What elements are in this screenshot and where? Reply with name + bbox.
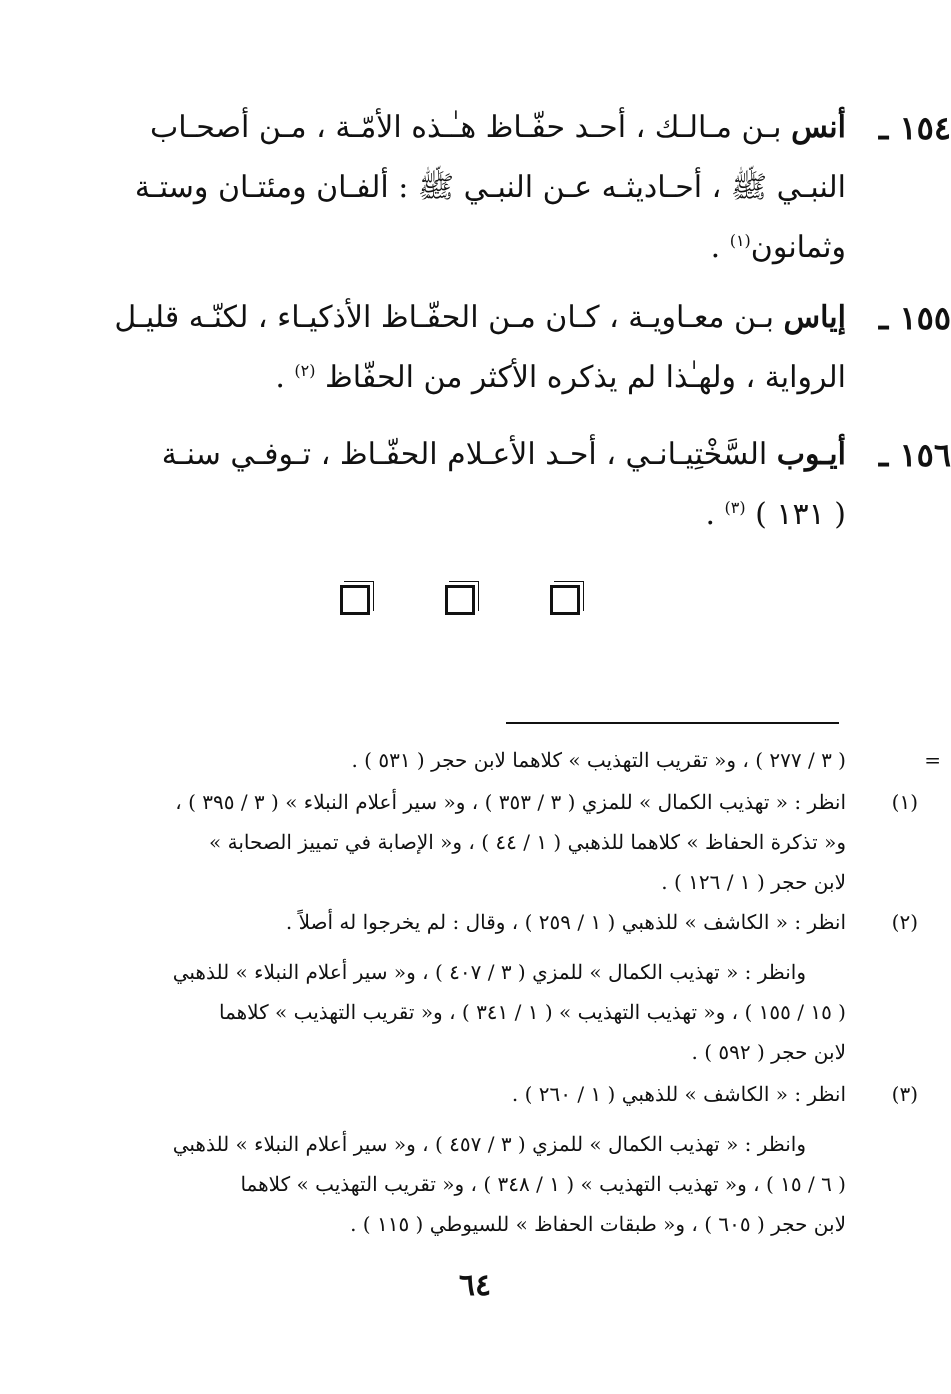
entry-text-line2: النبـي ﷺ ، أحـاديثـه عـن النبـي ﷺ : ألفـان ومئتـان وستـة (134, 170, 846, 205)
footnote-line: وانظر : « تهذيب الكمال » للمزي ( ٣ / ٤٠٧ ) ، و« سير أعلام النبلاء » للذهبي (172, 960, 806, 984)
entry-text-line3-words: وثمانون (750, 230, 846, 265)
footnote-2-para (95, 952, 846, 1072)
section-divider-ornaments (340, 585, 580, 619)
footnote-line: و« تذكرة الحفاظ » كلاهما للذهبي ( ١ / ٤٤ ) ، و« الإصابة في تمييز الصحابة » (209, 830, 846, 854)
footnote-continuation (95, 740, 941, 780)
footnote-line: لابن حجر ( ٥٩٢ ) . (691, 1040, 846, 1064)
entry-name: أيـوب (776, 437, 846, 472)
square-ornament-icon (340, 585, 370, 615)
entry-name: أنس (791, 110, 846, 145)
footnote-ref[interactable]: (٣) (724, 498, 746, 517)
footnote-2 (95, 902, 918, 942)
entry-text-line3 (80, 218, 846, 278)
entry-text-line1: السَّخْتِيـانـي ، أحـد الأعـلام الحفّـاظ ، تـوفـي سنـة (161, 437, 768, 472)
footnote-line: وانظر : « تهذيب الكمال » للمزي ( ٣ / ٤٥٧ ) ، و« سير أعلام النبلاء » للذهبي (172, 1132, 806, 1156)
page-number: ٦٤ (458, 1268, 492, 1303)
entry-text-line2-words: الرواية ، ولهـٰذا لم يذكره الأكثر من الحفّاظ (325, 360, 846, 395)
footnote-3 (95, 1074, 918, 1114)
entry-156 (80, 425, 951, 545)
footnote-line: ( ٦ / ١٥ ) ، و« تهذيب التهذيب » ( ١ / ٣٤٨ ) ، و« تقريب التهذيب » كلاهما (240, 1172, 846, 1196)
entry-text-line1: بـن مـالـك ، أحـد حفّـاظ هـٰـذه الأمّـة ، مـن أصحـاب (150, 110, 782, 145)
footnote-line: لابن حجر ( ١ / ١٢٦ ) . (661, 870, 846, 894)
entry-text-line2 (80, 485, 846, 545)
entry-number-text: ١٥٥ (899, 299, 951, 337)
footnote-line: انظر : « الكاشف » للذهبي ( ١ / ٢٥٩ ) ، وقال : لم يخرجوا له أصلاً . (285, 910, 846, 934)
footnote-ref[interactable]: (١) (729, 231, 751, 250)
entry-number-text: ١٥٤ (899, 109, 951, 147)
footnote-separator (506, 722, 839, 724)
entry-text-line2 (80, 348, 846, 408)
entry-dash: ـ (878, 109, 889, 147)
square-ornament-icon (445, 585, 475, 615)
entry-end-punct: . (275, 360, 295, 395)
footnote-line: لابن حجر ( ٦٠٥ ) ، و« طبقات الحفاظ » للسيوطي ( ١١٥ ) . (350, 1212, 846, 1236)
entry-155 (80, 288, 951, 408)
entry-number (879, 98, 951, 158)
entry-end-punct: . (705, 497, 725, 532)
footnote-line: انظر : « الكاشف » للذهبي ( ١ / ٢٦٠ ) . (511, 1082, 846, 1106)
entry-end-punct: . (710, 230, 730, 265)
footnote-line: ( ٣ / ٢٧٧ ) ، و« تقريب التهذيب » كلاهما لابن حجر ( ٥٣١ ) . (351, 748, 846, 772)
footnote-mark: (٢) (891, 910, 918, 934)
entry-number (879, 425, 951, 485)
footnote-mark: (٣) (891, 1082, 918, 1106)
entry-text-line2-words: ( ١٣١ ) (755, 497, 846, 532)
entry-body (80, 425, 846, 545)
entry-name: إياس (783, 300, 846, 335)
entry-number-text: ١٥٦ (899, 436, 951, 474)
entry-dash: ـ (878, 436, 889, 474)
footnote-ref[interactable]: (٢) (294, 361, 316, 380)
entry-body (80, 98, 846, 278)
entry-body (80, 288, 846, 408)
footnote-line: ( ١٥ / ١٥٥ ) ، و« تهذيب التهذيب » ( ١ / ٣٤١ ) ، و« تقريب التهذيب » كلاهما (218, 1000, 846, 1024)
footnote-3-para (95, 1124, 846, 1244)
entry-dash: ـ (878, 299, 889, 337)
square-ornament-icon (550, 585, 580, 615)
footnote-mark: (١) (891, 790, 918, 814)
entry-154 (80, 98, 951, 278)
entry-text-line1: بـن معـاويـة ، كـان مـن الحفّـاظ الأذكيـاء ، لكنّـه قليـل (114, 300, 774, 335)
footnote-line: انظر : « تهذيب الكمال » للمزي ( ٣ / ٣٥٣ ) ، و« سير أعلام النبلاء » ( ٣ / ٣٩٥ ) ، (175, 790, 846, 814)
entry-number (879, 288, 951, 348)
footnote-continuation-mark: = (924, 748, 941, 772)
footnote-1 (95, 782, 918, 902)
